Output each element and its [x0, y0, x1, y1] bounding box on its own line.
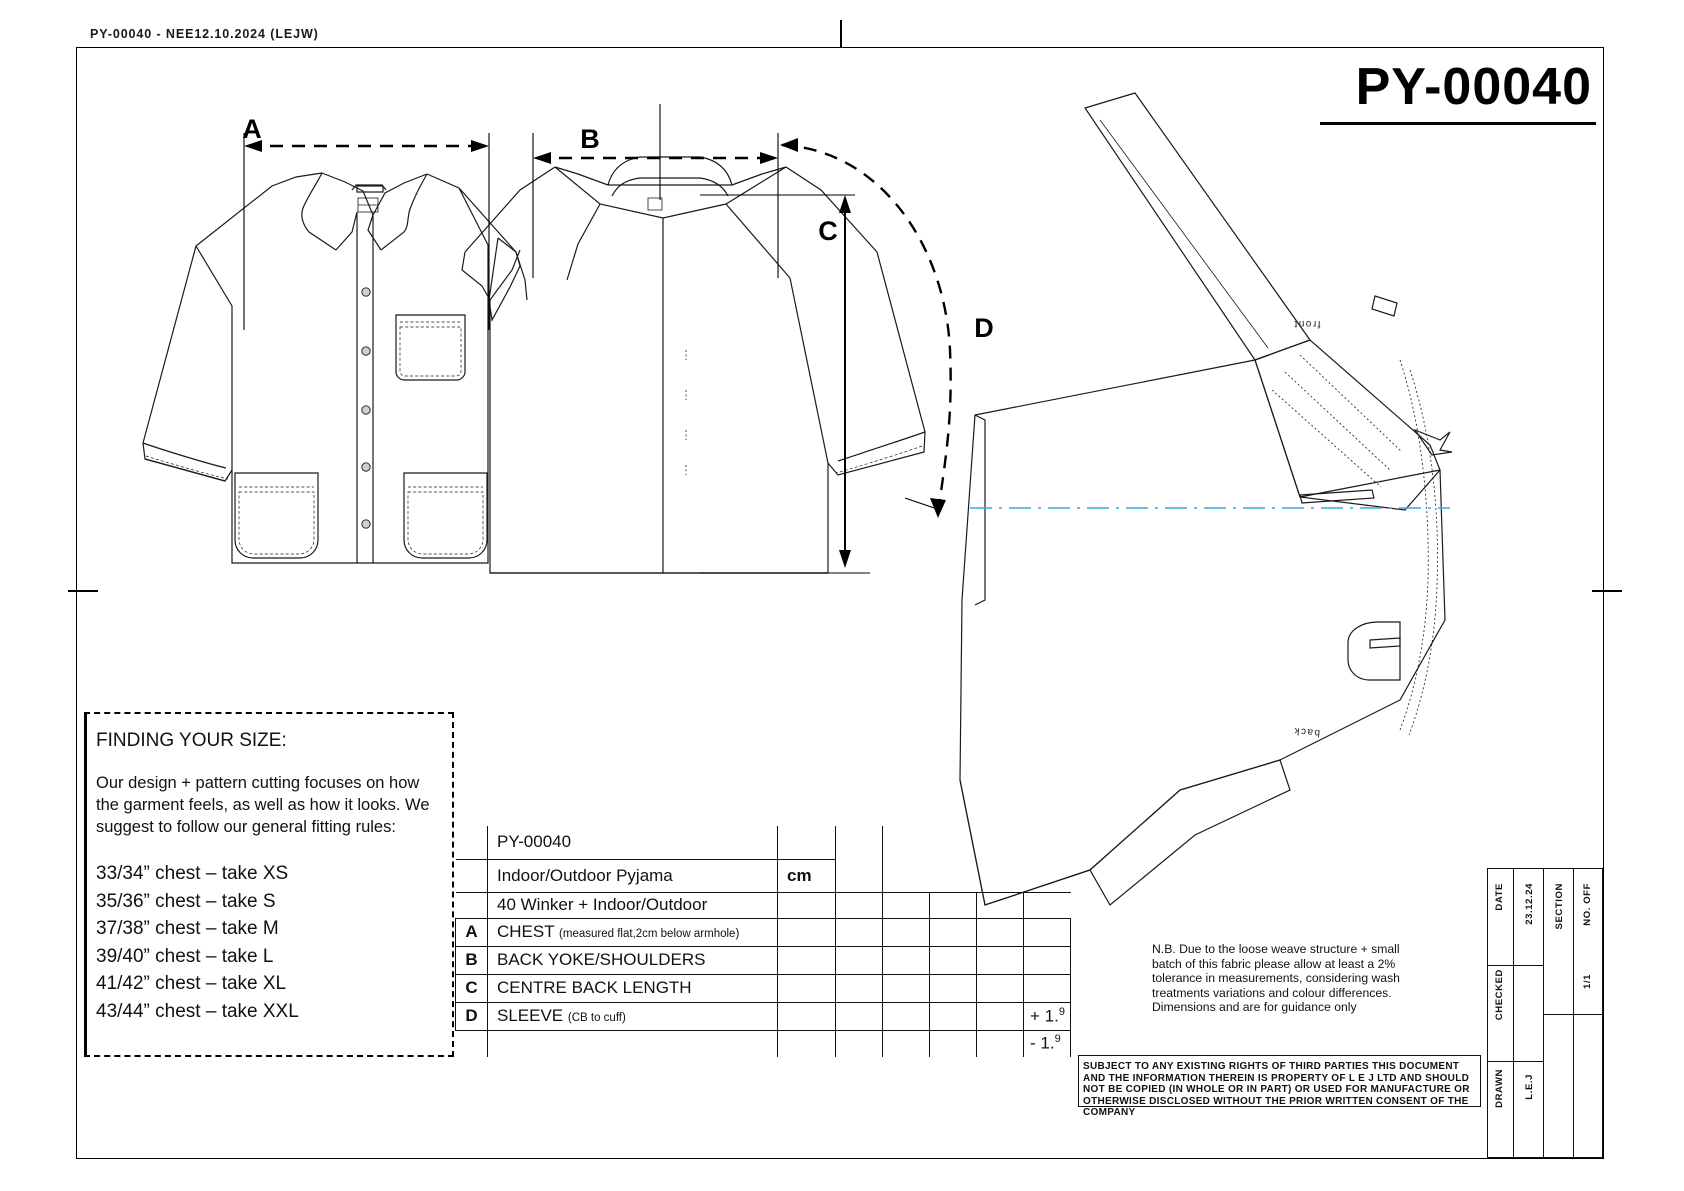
cell-spacer-3	[456, 892, 488, 918]
cell-key-a: A	[456, 918, 488, 946]
cell-spacer-1	[456, 826, 488, 859]
cell-key-b: B	[456, 946, 488, 974]
dimension-b-letter: B	[580, 124, 600, 154]
cell-unit: cm	[778, 859, 836, 892]
size-rule-xl: 41/42” chest – take XL	[96, 973, 287, 994]
size-rule-xs: 33/34” chest – take XS	[96, 863, 289, 884]
dimension-b-shoulders	[533, 124, 778, 278]
cell-key-d: D	[456, 1002, 488, 1030]
cell-blank-17	[977, 892, 1024, 918]
dimension-d-letter: D	[974, 313, 994, 343]
cell-blank-4	[977, 826, 1024, 859]
cell-blank-27	[883, 1030, 930, 1057]
cell-val-b2[interactable]	[836, 946, 883, 974]
cell-blank-19	[1071, 892, 1118, 918]
tolerance-plus-value: + 1.	[1030, 1006, 1059, 1026]
cell-blank-23	[1071, 1002, 1118, 1030]
cell-blank-2	[883, 826, 930, 859]
cell-blank-11	[1024, 859, 1071, 892]
cell-tolerance-plus	[1024, 1002, 1071, 1030]
cell-val-d2[interactable]	[836, 1002, 883, 1030]
title-block-label-no-off: NO. OFF	[1582, 883, 1593, 926]
cell-val-a1[interactable]	[778, 918, 836, 946]
cell-val-d4[interactable]	[930, 1002, 977, 1030]
cell-blank-29	[977, 1030, 1024, 1057]
cell-val-b5[interactable]	[977, 946, 1024, 974]
title-block	[1487, 868, 1603, 1158]
cell-val-b4[interactable]	[930, 946, 977, 974]
dimension-a-letter: A	[242, 114, 262, 144]
measurement-sub-d: (CB to cuff)	[567, 1012, 626, 1024]
title-block-rule-2	[1488, 1061, 1544, 1062]
cell-val-c1[interactable]	[778, 974, 836, 1002]
size-rule-l: 39/40” chest – take L	[96, 945, 274, 967]
title-block-value-drawn: L.E.J	[1524, 1074, 1535, 1100]
cell-blank-8	[883, 859, 930, 892]
cell-val-d5[interactable]	[977, 1002, 1024, 1030]
cell-blank-24	[488, 1030, 778, 1057]
cell-label-d	[488, 1002, 778, 1030]
cell-blank-28	[930, 1030, 977, 1057]
front-flat-illustration	[143, 173, 527, 563]
dimension-c-cb-length	[660, 104, 870, 573]
cell-val-b1[interactable]	[778, 946, 836, 974]
cell-spacer-2	[456, 859, 488, 892]
cell-val-a6[interactable]	[1024, 918, 1071, 946]
table-row-measurement	[456, 918, 1118, 946]
cell-key-c: C	[456, 974, 488, 1002]
table-row-style-code	[456, 826, 1118, 859]
cell-val-c3[interactable]	[883, 974, 930, 1002]
title-block-rule-1	[1488, 965, 1544, 966]
page-title: PY-00040	[1355, 58, 1592, 116]
cell-blank-14	[836, 892, 883, 918]
cell-unit-top	[778, 826, 836, 859]
size-rule-s: 35/36” chest – take S	[96, 890, 276, 912]
measurement-label-c: CENTRE BACK LENGTH	[497, 978, 692, 997]
measurement-label-b: BACK YOKE/SHOULDERS	[497, 950, 706, 969]
title-block-label-checked: CHECKED	[1494, 969, 1505, 1021]
cell-blank-13	[778, 892, 836, 918]
cell-blank-16	[930, 892, 977, 918]
table-row-measurement	[456, 946, 1118, 974]
table-row-tolerance	[456, 1030, 1118, 1057]
cell-style-code: PY-00040	[488, 826, 778, 859]
cell-blank-10	[977, 859, 1024, 892]
cell-label-a	[488, 918, 778, 946]
finding-your-size-box	[84, 712, 454, 1057]
dimension-c-letter: C	[818, 216, 838, 246]
garment-render-illustration	[960, 93, 1452, 905]
measurement-spec-table	[455, 826, 1105, 1057]
tolerance-minus-sup: 9	[1054, 1033, 1061, 1046]
measurement-label-a: CHEST	[497, 922, 555, 941]
cell-spacer-4	[456, 1030, 488, 1057]
cell-style-name: Indoor/Outdoor Pyjama	[488, 859, 778, 892]
cell-label-b	[488, 946, 778, 974]
cell-val-a4[interactable]	[930, 918, 977, 946]
cell-label-c	[488, 974, 778, 1002]
cell-val-c5[interactable]	[977, 974, 1024, 1002]
cell-val-a5[interactable]	[977, 918, 1024, 946]
cell-blank-6	[1071, 826, 1118, 859]
cell-blank-18	[1024, 892, 1071, 918]
cell-val-a2[interactable]	[836, 918, 883, 946]
cell-val-c6[interactable]	[1024, 974, 1071, 1002]
cell-fabric: 40 Winker + Indoor/Outdoor	[488, 892, 778, 918]
size-box-paragraph: Our design + pattern cutting focuses on how the garment feels, as well as how it looks. We suggest to follow our general fitting rules:	[96, 774, 430, 836]
cell-blank-30	[1071, 1030, 1118, 1057]
cell-blank-20	[1071, 918, 1118, 946]
title-block-label-date: DATE	[1494, 883, 1505, 911]
table-row-style-name	[456, 859, 1118, 892]
title-block-value-no-off: 1/1	[1582, 974, 1593, 990]
cell-blank-15	[883, 892, 930, 918]
cell-val-c2[interactable]	[836, 974, 883, 1002]
cell-val-b6[interactable]	[1024, 946, 1071, 974]
back-flat-illustration	[462, 157, 925, 573]
cell-val-b3[interactable]	[883, 946, 930, 974]
cell-val-a3[interactable]	[883, 918, 930, 946]
cell-blank-7	[836, 859, 883, 892]
dimension-a-chest	[242, 114, 489, 330]
table-row-fabric	[456, 892, 1118, 918]
cell-val-c4[interactable]	[930, 974, 977, 1002]
tolerance-plus-sup: 9	[1058, 1005, 1065, 1018]
table-row-measurement	[456, 974, 1118, 1002]
cell-val-d1[interactable]	[778, 1002, 836, 1030]
cell-blank-21	[1071, 946, 1118, 974]
title-block-label-section: SECTION	[1554, 883, 1565, 930]
title-block-rule-3	[1544, 1014, 1604, 1015]
render-front-label: front	[1293, 318, 1321, 329]
title-block-value-date: 23.12.24	[1524, 883, 1535, 925]
cell-blank-26	[836, 1030, 883, 1057]
tolerance-minus-value: - 1.	[1030, 1034, 1055, 1054]
size-rule-xxl: 43/44” chest – take XXL	[96, 1000, 299, 1022]
cell-blank-22	[1071, 974, 1118, 1002]
table-row-measurement	[456, 1002, 1118, 1030]
document-code: PY-00040 - NEE12.10.2024 (LEJW)	[90, 27, 319, 41]
render-back-label: back	[1292, 724, 1321, 739]
size-box-title: FINDING YOUR SIZE:	[96, 730, 287, 751]
nb-tolerance-note: N.B. Due to the loose weave structure + small batch of this fabric please allow at least a 2% tolerance in measurements, considering wash treatments variations and colour differences. Dimensions and are for guidance only	[1152, 942, 1400, 1015]
title-block-label-drawn: DRAWN	[1494, 1069, 1505, 1108]
legal-notice-text: SUBJECT TO ANY EXISTING RIGHTS OF THIRD PARTIES THIS DOCUMENT AND THE INFORMATION THEREIN IS PROPERTY OF L E J LTD AND SHOULD NOT BE COPIED (IN WHOLE OR IN PART) OR USED FOR MANUFACTURE OR OTHERWISE DISCLOSED WITHOUT THE PRIOR WRITTEN CONSENT OF THE COMPANY	[1083, 1061, 1470, 1119]
cell-tolerance-minus	[1024, 1030, 1071, 1057]
cell-blank-12	[1071, 859, 1118, 892]
size-rule-m: 37/38” chest – take M	[96, 918, 279, 939]
cell-blank-25	[778, 1030, 836, 1057]
cell-val-d3[interactable]	[883, 1002, 930, 1030]
cell-blank-5	[1024, 826, 1071, 859]
cell-blank-3	[930, 826, 977, 859]
measurement-label-d: SLEEVE	[497, 1006, 564, 1025]
cell-blank-9	[930, 859, 977, 892]
cell-blank-1	[836, 826, 883, 859]
measurement-sub-a: (measured flat,2cm below armhole)	[559, 928, 740, 940]
